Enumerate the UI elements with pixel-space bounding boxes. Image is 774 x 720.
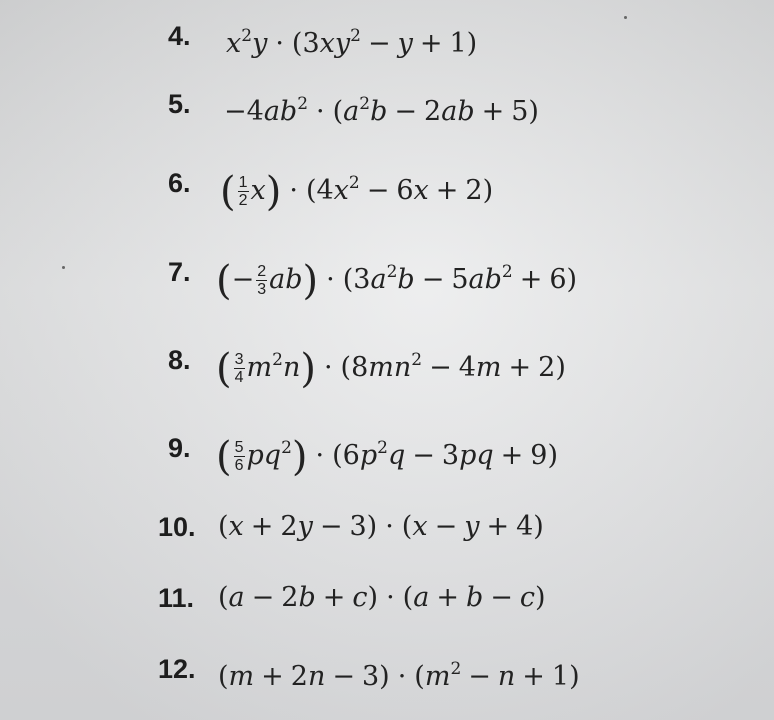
problem-10 xyxy=(0,507,774,567)
problem-expression: ( $\frac{1}{2}$ $x) \cdot (4x^2 - 6x + 2)$ xyxy=(220,169,494,215)
problem-expression: $-4ab^2 \cdot (a^2b - 2ab + 5)$ xyxy=(224,94,539,127)
paper-speck xyxy=(624,16,627,19)
problem-11 xyxy=(0,578,774,638)
problem-12 xyxy=(0,649,774,709)
problem-9 xyxy=(0,428,774,488)
problem-expression: (x + 2y − 3) · (x − y + 4) xyxy=(218,511,544,542)
problem-expression: ( $\frac{3}{4}$ $m^2n) \cdot (8mn^2 - 4m + 2)$ xyxy=(216,346,566,392)
problem-5 xyxy=(0,84,774,144)
problem-expression: $x^2y \cdot (3xy^2 - y + 1)$ xyxy=(226,26,478,59)
problem-number: 6. xyxy=(168,168,191,198)
problem-4 xyxy=(0,16,774,76)
problem-expression: $(m + 2n - 3) \cdot (m^2 - n + 1)$ xyxy=(218,659,580,692)
problem-number: 4. xyxy=(168,21,191,51)
problem-expression: ( $\frac{5}{6}$ $pq^2) \cdot (6p^2q - 3pq + 9)$ xyxy=(216,434,558,480)
paper-speck xyxy=(62,266,65,269)
problem-number: 11. xyxy=(158,583,195,613)
problem-number: 5. xyxy=(168,89,191,119)
problem-number: 9. xyxy=(168,433,191,463)
problem-number: 12. xyxy=(158,654,196,684)
problem-6 xyxy=(0,163,774,223)
problem-number: 10. xyxy=(158,512,196,542)
problem-expression: (a − 2b + c) · (a + b − c) xyxy=(218,582,546,613)
problem-number: 7. xyxy=(168,257,191,287)
problem-number: 8. xyxy=(168,345,191,375)
problem-expression: (− $\frac{2}{3}$ $ab) \cdot (3a^2b - 5ab^2 + 6)$ xyxy=(216,258,578,304)
problem-7 xyxy=(0,252,774,312)
problem-8 xyxy=(0,340,774,400)
